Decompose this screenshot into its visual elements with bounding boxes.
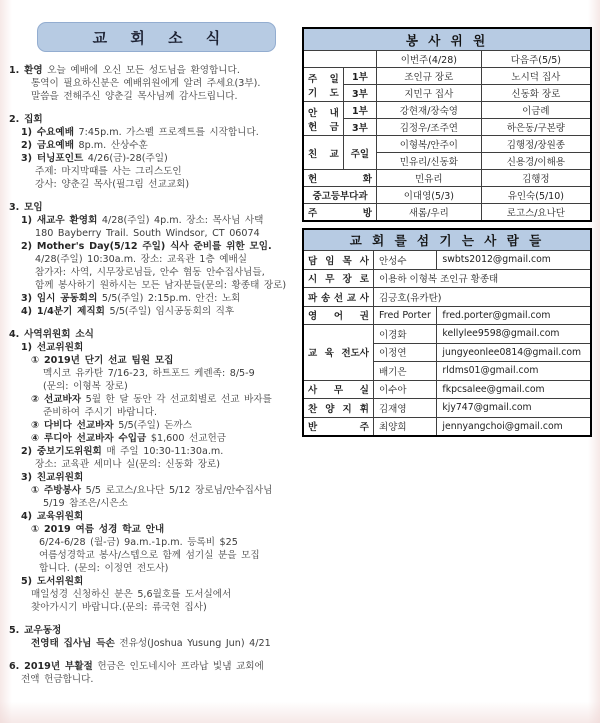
person-name: 이용하 이형복 조인규 황종태	[373, 269, 591, 288]
person-name: 김긍호(유카탄)	[373, 288, 591, 307]
notice-line: 통역이 필요하신분은 예배위원에게 알려 주세요(3부).	[31, 78, 261, 89]
notice-section	[9, 64, 297, 103]
notice-line: ② 선교바자 5월 한 달 동안 각 선교회별로 선교 바자를	[31, 394, 272, 405]
notice-line: 3. 모임	[9, 202, 43, 213]
table-cell: 새롬/우리	[376, 204, 481, 222]
volunteers-title: 봉 사 위 원	[303, 28, 591, 51]
person-name: 최양희	[373, 417, 436, 436]
table-row	[303, 119, 591, 136]
notice-section	[9, 660, 297, 686]
table-row	[303, 251, 591, 270]
role-label: 찬 양 지 휘	[303, 399, 373, 418]
notice-line: 주제: 마지막때를 사는 그리스도인	[35, 166, 182, 177]
table-cell: 조인규 장로	[376, 68, 481, 85]
role-label: 파 송 선 교 사	[303, 288, 373, 307]
table-cell: 강현재/장숙영	[376, 102, 481, 119]
notice-line: 준비하여 주시기 바랍니다.	[43, 407, 158, 418]
notice-line: 말씀을 전해주신 양춘길 목사님께 감사드립니다.	[31, 91, 238, 102]
service-part: 3부	[343, 85, 376, 102]
table-row	[303, 325, 591, 344]
person-email: jungyeonlee0814@gmail.com	[437, 343, 591, 362]
duty-label: 친 교	[303, 136, 343, 170]
table-row	[303, 68, 591, 85]
table-row	[303, 136, 591, 153]
servants-table	[302, 228, 592, 437]
page-title: 교 회 소 식	[37, 22, 276, 52]
notice-section	[9, 328, 297, 614]
table-row	[303, 288, 591, 307]
table-row	[303, 417, 591, 436]
this-week-header: 이번주(4/28)	[376, 51, 481, 68]
table-row	[303, 269, 591, 288]
notice-line: 4. 사역위원회 소식	[9, 329, 94, 340]
person-name: 이정연	[373, 343, 436, 362]
notice-line: ④ 루디아 선교바자 수입금 $1,600 선교헌금	[31, 433, 227, 444]
person-email: fred.porter@gmail.com	[437, 306, 591, 325]
notice-line: 4) 1/4분기 제직회 5/5(주일) 임시공동회의 직후	[21, 306, 235, 317]
table-row	[303, 170, 591, 187]
table-cell: 민유리	[376, 170, 481, 187]
notice-line: ① 2019년 단기 선교 팀원 모집	[31, 355, 174, 366]
tables-column	[302, 27, 592, 437]
role-label: 사 무 실	[303, 380, 373, 399]
notice-line: 6. 2019년 부활절 헌금은 인도네시아 프라납 빛냄 교회에	[9, 661, 264, 672]
notice-line: 180 Bayberry Trail. South Windsor, CT 06074	[35, 228, 260, 239]
table-cell: 이형복/안주이	[376, 136, 481, 153]
person-name: 이수아	[373, 380, 436, 399]
notice-section	[9, 113, 297, 191]
table-row	[303, 399, 591, 418]
table-cell: 이대영(5/3)	[376, 187, 481, 204]
role-label: 시 무 장 로	[303, 269, 373, 288]
table-cell: 하은동/구본량	[481, 119, 591, 136]
service-part: 1부	[343, 102, 376, 119]
notice-line: 1) 새교우 환영회 4/28(주일) 4p.m. 장소: 목사님 사택	[21, 215, 264, 226]
table-cell: 이금례	[481, 102, 591, 119]
table-cell: 지민구 집사	[376, 85, 481, 102]
notice-section	[9, 624, 297, 650]
notice-line: 6/24-6/28 (월-금) 9a.m.-1p.m. 등록비 $25	[39, 537, 238, 548]
notice-line: (문의: 이형복 장로)	[43, 381, 128, 392]
notice-line: ① 2019 여름 성경 학교 안내	[31, 524, 165, 535]
service-part: 1부	[343, 68, 376, 85]
notice-line: 2) 중보기도위원회 매 주일 10:30-11:30a.m.	[21, 446, 224, 457]
table-cell: 유인숙(5/10)	[481, 187, 591, 204]
notice-line: 2) Mother's Day(5/12 주일) 식사 준비를 위한 모임.	[21, 241, 272, 252]
notice-line: 1. 환영 오늘 예배에 오신 모든 성도님을 환영합니다.	[9, 65, 240, 76]
duty-label: 안 내 헌 금	[303, 102, 343, 136]
duty-label: 헌 화	[303, 170, 376, 187]
notice-line: 함께 봉사하기 원하시는 모든 남자분들(문의: 황종태 장로)	[35, 280, 287, 291]
notice-line: ① 주방봉사 5/5 로고스/요나단 5/12 장로님/안수집사님	[31, 485, 273, 496]
notice-line: ③ 다비다 선교바자 5/5(주일) 돈까스	[31, 420, 193, 431]
notice-line: 전액 헌금합니다.	[21, 674, 94, 685]
notice-line: 합니다. (문의: 이정연 전도사)	[39, 563, 169, 574]
notice-line: 매일성경 신청하신 분은 5,6월호를 도서실에서	[31, 589, 232, 600]
empty-cell	[303, 51, 376, 68]
notice-line: 3) 친교위원회	[21, 472, 84, 483]
table-cell: 김행정/장원종	[481, 136, 591, 153]
notice-line: 3) 터닝포인트 4/26(금)-28(주일)	[21, 153, 168, 164]
duty-label: 주 일 기 도	[303, 68, 343, 102]
notice-line: 참가자: 사역, 시무장로님들, 안수 협동 안수집사님들,	[35, 267, 265, 278]
role-label: 반 주	[303, 417, 373, 436]
person-name: 김재영	[373, 399, 436, 418]
notice-line: 5/19 참조은/시은소	[43, 498, 128, 509]
table-row	[303, 187, 591, 204]
table-cell: 민유리/신동화	[376, 153, 481, 170]
table-row	[303, 51, 591, 68]
person-email: rldms01@gmail.com	[437, 362, 591, 381]
person-name: 안성수	[373, 251, 436, 270]
notice-line: 2. 집회	[9, 114, 43, 125]
notice-line: 2) 금요예배 8p.m. 산상수훈	[21, 140, 148, 151]
notice-line: 5. 교우동정	[9, 625, 62, 636]
notice-line: 1) 수요예배 7:45p.m. 가스펠 프로젝트를 시작합니다.	[21, 127, 259, 138]
notice-line: 찾아가시기 바랍니다.(문의: 류국현 집사)	[31, 602, 207, 613]
person-name: Fred Porter	[373, 306, 436, 325]
role-label: 교 육 전도사	[303, 325, 373, 381]
announcements	[9, 64, 297, 686]
volunteers-table	[302, 27, 592, 222]
table-cell: 노시덕 집사	[481, 68, 591, 85]
table-row	[303, 306, 591, 325]
table-cell: 김정우/조주연	[376, 119, 481, 136]
notice-line: 여름성경학교 봉사/스텝으로 함께 섬기실 분을 모집	[39, 550, 260, 561]
notice-line: 5) 도서위원회	[21, 576, 84, 587]
service-part: 주일	[343, 136, 376, 170]
notice-line: 전영태 집사님 득손 전유성(Joshua Yusung Jun) 4/21	[31, 638, 271, 649]
notice-line: 장소: 교육관 세미나 실(문의: 신동화 장로)	[35, 459, 220, 470]
notice-line: 4/28(주일) 10:30a.m. 장소: 교육관 1층 예배실	[35, 254, 248, 265]
table-row	[303, 380, 591, 399]
table-cell: 신동화 장로	[481, 85, 591, 102]
notice-line: 강사: 양춘길 목사(필그림 선교교회)	[35, 179, 190, 190]
person-name: 배기은	[373, 362, 436, 381]
announcements-column	[9, 20, 297, 696]
person-email: fkpcsalee@gmail.com	[437, 380, 591, 399]
person-email: kellylee9598@gmail.com	[437, 325, 591, 344]
notice-line: 4) 교육위원회	[21, 511, 84, 522]
role-label: 영 어 권	[303, 306, 373, 325]
service-part: 3부	[343, 119, 376, 136]
table-row	[303, 204, 591, 222]
table-cell: 김행정	[481, 170, 591, 187]
duty-label: 중고등부다과	[303, 187, 376, 204]
person-email: swbts2012@gmail.com	[437, 251, 591, 270]
person-email: jennyangchoi@gmail.com	[437, 417, 591, 436]
notice-section	[9, 201, 297, 318]
role-label: 담 임 목 사	[303, 251, 373, 270]
notice-line: 1) 선교위원회	[21, 342, 84, 353]
person-email: kjy747@gmail.com	[437, 399, 591, 418]
table-row	[303, 102, 591, 119]
notice-line: 3) 임시 공동회의 5/5(주일) 2:15p.m. 안건: 노회	[21, 293, 241, 304]
duty-label: 주 방	[303, 204, 376, 222]
servants-title: 교 회 를 섬 기 는 사 람 들	[303, 229, 591, 251]
table-cell: 신용경/이해용	[481, 153, 591, 170]
table-row	[303, 85, 591, 102]
next-week-header: 다음주(5/5)	[481, 51, 591, 68]
table-cell: 로고스/요나단	[481, 204, 591, 222]
person-name: 이경화	[373, 325, 436, 344]
notice-line: 멕시코 유카탄 7/16-23, 하트포드 케렌족: 8/5-9	[43, 368, 255, 379]
